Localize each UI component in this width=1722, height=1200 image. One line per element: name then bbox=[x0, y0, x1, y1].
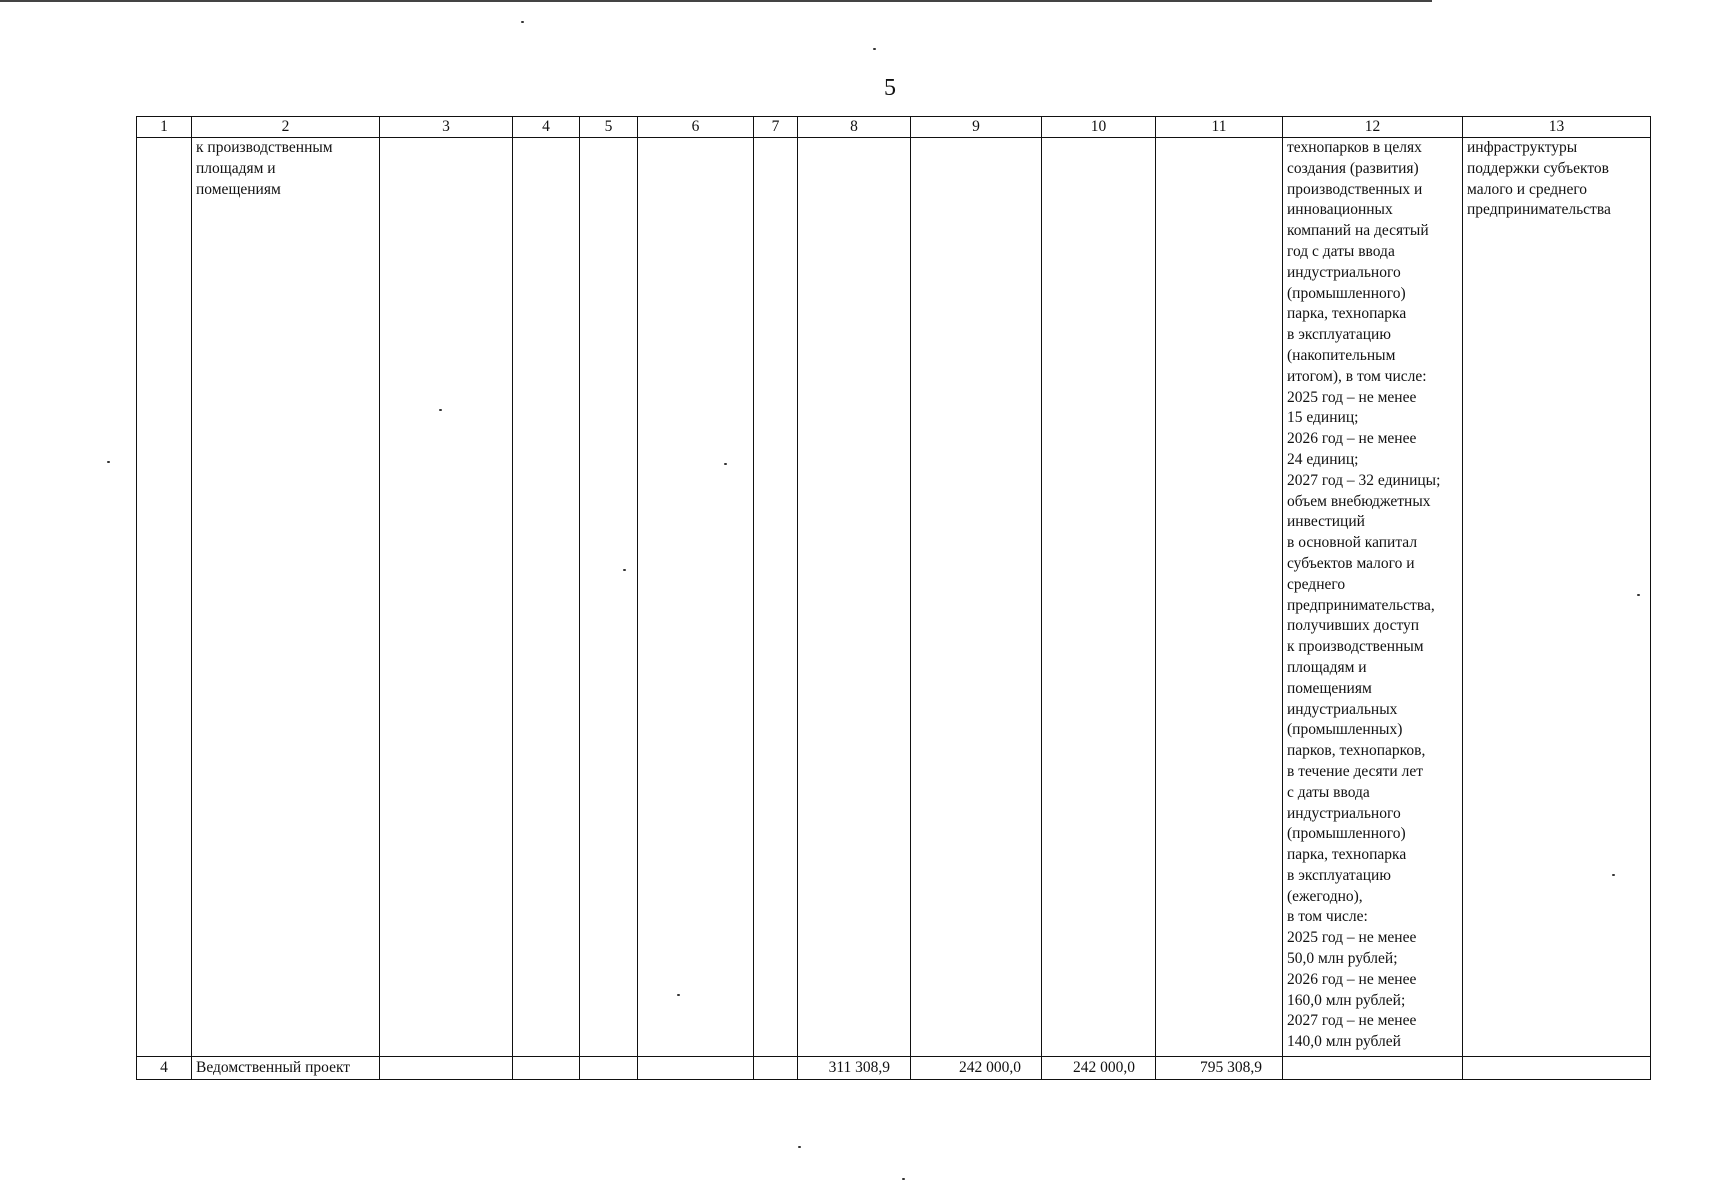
text-line: парка, технопарка bbox=[1287, 846, 1407, 864]
column-header: 4 bbox=[513, 117, 580, 138]
text-line: (промышленных) bbox=[1287, 721, 1403, 739]
scan-speck bbox=[873, 48, 876, 50]
text-line: компаний на десятый bbox=[1287, 222, 1429, 240]
text-line: 2026 год – не менее bbox=[1287, 430, 1417, 448]
text-line: 2027 год – 32 единицы; bbox=[1287, 471, 1441, 489]
scan-speck bbox=[107, 461, 110, 463]
text-line: создания (развития) bbox=[1287, 159, 1419, 177]
text-line: среднего bbox=[1287, 575, 1346, 593]
column-header: 12 bbox=[1283, 117, 1463, 138]
text-line: парков, технопарков, bbox=[1287, 742, 1426, 760]
top-border-line bbox=[0, 0, 1432, 2]
column-header: 3 bbox=[380, 117, 513, 138]
continuation-row bbox=[137, 138, 1651, 1057]
table-cell bbox=[1156, 138, 1283, 1057]
text-line: технопарков в целях bbox=[1287, 139, 1422, 156]
scan-speck bbox=[521, 21, 524, 23]
table-cell bbox=[513, 138, 580, 1057]
text-line: 24 единиц; bbox=[1287, 450, 1359, 468]
table-cell bbox=[580, 1057, 638, 1080]
text-line: инвестиций bbox=[1287, 513, 1365, 531]
scan-speck bbox=[724, 463, 727, 465]
column-header: 13 bbox=[1463, 117, 1651, 138]
departmental-project-row bbox=[137, 1057, 1651, 1080]
text-line: итогом), в том числе: bbox=[1287, 367, 1427, 385]
scan-speck bbox=[439, 409, 442, 411]
table-cell bbox=[137, 138, 192, 1057]
table-cell bbox=[638, 138, 754, 1057]
text-line: (накопительным bbox=[1287, 346, 1396, 364]
text-line: помещениям bbox=[1287, 679, 1372, 697]
column-header: 8 bbox=[798, 117, 911, 138]
text-line: в эксплуатацию bbox=[1287, 866, 1391, 884]
table-cell bbox=[754, 1057, 798, 1080]
page-number: 5 bbox=[884, 75, 896, 101]
scan-speck bbox=[623, 569, 626, 571]
text-line: получивших доступ bbox=[1287, 617, 1420, 635]
text-line: помещениям bbox=[196, 180, 281, 198]
text-line: малого и среднего bbox=[1467, 180, 1588, 198]
table-cell bbox=[1463, 1057, 1651, 1080]
table-cell bbox=[1283, 1057, 1463, 1080]
text-line: с даты ввода bbox=[1287, 783, 1370, 801]
text-line: 2025 год – не менее bbox=[1287, 388, 1417, 406]
row-number-cell: 4 bbox=[137, 1057, 192, 1080]
scan-speck bbox=[1612, 874, 1615, 876]
text-line: производственных и bbox=[1287, 180, 1423, 198]
text-line: к производственным bbox=[1287, 638, 1424, 656]
text-line: 2027 год – не менее bbox=[1287, 1012, 1417, 1030]
amount-cell: 311 308,9 bbox=[798, 1057, 911, 1080]
total-amount-cell: 795 308,9 bbox=[1156, 1057, 1283, 1080]
text-line: 50,0 млн рублей; bbox=[1287, 950, 1398, 968]
text-line: поддержки субъектов bbox=[1467, 159, 1609, 177]
text-line: индустриального bbox=[1287, 804, 1401, 822]
text-line: предпринимательства, bbox=[1287, 596, 1435, 614]
text-line: 15 единиц; bbox=[1287, 409, 1359, 427]
table-cell bbox=[798, 138, 911, 1057]
scan-speck bbox=[677, 994, 680, 996]
column-header: 5 bbox=[580, 117, 638, 138]
text-line: в течение десяти лет bbox=[1287, 762, 1423, 780]
amount-cell: 242 000,0 bbox=[1042, 1057, 1156, 1080]
text-line: индустриальных bbox=[1287, 700, 1398, 718]
text-line: год с даты ввода bbox=[1287, 242, 1395, 260]
text-line: в основной капитал bbox=[1287, 534, 1418, 552]
text-line: инфраструктуры bbox=[1467, 139, 1578, 156]
scan-speck bbox=[798, 1146, 801, 1148]
table-cell bbox=[638, 1057, 754, 1080]
column-header: 11 bbox=[1156, 117, 1283, 138]
column-header: 9 bbox=[911, 117, 1042, 138]
table-cell bbox=[513, 1057, 580, 1080]
project-name-cell: Ведомственный проект bbox=[192, 1057, 380, 1080]
table-cell bbox=[754, 138, 798, 1057]
text-line: (промышленного) bbox=[1287, 825, 1406, 843]
text-line: площадям и bbox=[196, 159, 276, 177]
text-line: инновационных bbox=[1287, 201, 1393, 219]
amount-cell: 242 000,0 bbox=[911, 1057, 1042, 1080]
table-cell bbox=[580, 138, 638, 1057]
table-cell bbox=[1042, 138, 1156, 1057]
continuation-col2-cell bbox=[192, 138, 380, 1057]
table-cell bbox=[380, 138, 513, 1057]
scan-speck bbox=[902, 1178, 905, 1180]
text-line: субъектов малого и bbox=[1287, 554, 1415, 572]
text-line: объем внебюджетных bbox=[1287, 492, 1431, 510]
text-line: 2026 год – не менее bbox=[1287, 970, 1417, 988]
text-line: индустриального bbox=[1287, 263, 1401, 281]
table-cell bbox=[380, 1057, 513, 1080]
text-line: (ежегодно), bbox=[1287, 887, 1363, 905]
column-header: 7 bbox=[754, 117, 798, 138]
text-line: 160,0 млн рублей; bbox=[1287, 991, 1406, 1009]
text-line: парка, технопарка bbox=[1287, 305, 1407, 323]
responsible-cell bbox=[1463, 138, 1651, 1057]
scan-speck bbox=[1637, 594, 1640, 596]
column-header: 2 bbox=[192, 117, 380, 138]
text-line: 140,0 млн рублей bbox=[1287, 1033, 1401, 1051]
table-cell bbox=[911, 138, 1042, 1057]
column-number-row bbox=[137, 117, 1651, 138]
text-line: в эксплуатацию bbox=[1287, 326, 1391, 344]
text-line: к производственным bbox=[196, 139, 333, 156]
column-header: 10 bbox=[1042, 117, 1156, 138]
budget-table bbox=[136, 116, 1651, 1080]
indicators-cell bbox=[1283, 138, 1463, 1057]
text-line: (промышленного) bbox=[1287, 284, 1406, 302]
text-line: 2025 год – не менее bbox=[1287, 929, 1417, 947]
column-header: 6 bbox=[638, 117, 754, 138]
text-line: площадям и bbox=[1287, 658, 1367, 676]
text-line: в том числе: bbox=[1287, 908, 1368, 926]
text-line: предпринимательства bbox=[1467, 201, 1611, 219]
column-header: 1 bbox=[137, 117, 192, 138]
